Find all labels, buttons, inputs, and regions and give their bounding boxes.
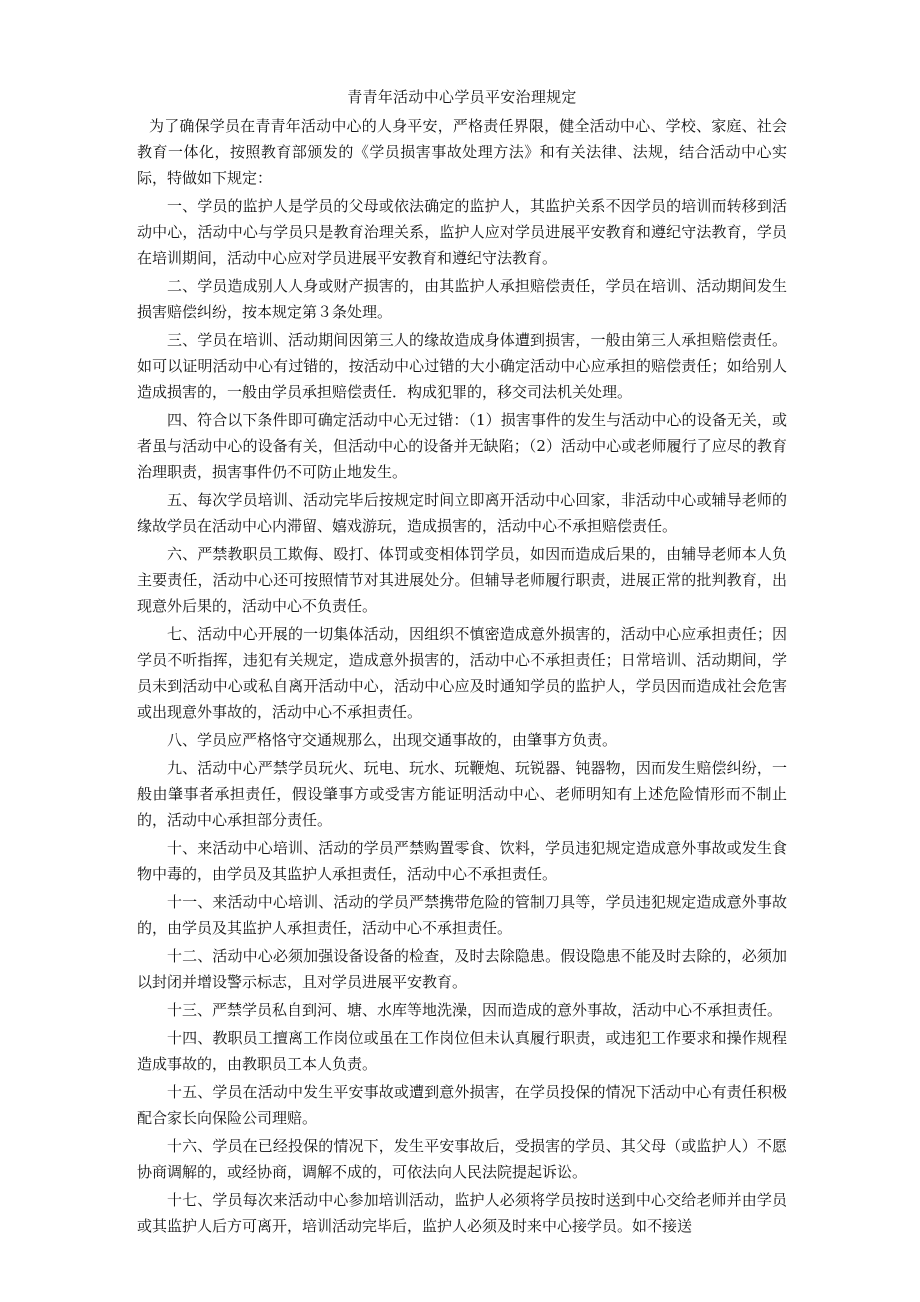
clause-5: 五、每次学员培训、活动完毕后按规定时间立即离开活动中心回家，非活动中心或辅导老师的缘故学员在活动中心内滞留、嬉戏游玩，造成损害的，活动中心不承担赔偿责任。 xyxy=(137,491,787,535)
document-title: 青青年活动中心学员平安治理规定 xyxy=(347,88,577,106)
clause-9: 九、活动中心严禁学员玩火、玩电、玩水、玩鞭炮、玩锐器、钝器物，因而发生赔偿纠纷，一般由肇事者承担责任，假设肇事方或受害方能证明活动中心、老师明知有上述危险情形而不制止的，活动中心承担部分责任。 xyxy=(137,759,787,829)
clause-12: 十二、活动中心必须加强设备设备的检查，及时去除隐患。假设隐患不能及时去除的，必须加以封闭并增设警示标志，且对学员进展平安教育。 xyxy=(137,947,787,991)
clause-7: 七、活动中心开展的一切集体活动，因组织不慎密造成意外损害的，活动中心应承担责任；因学员不听指挥，违犯有关规定，造成意外损害的，活动中心不承担责任；日常培训、活动期间，学员未到活动中心或私自离开活动中心，活动中心应及时通知学员的监护人，学员因而造成社会危害或出现意外事故的，活动中心不承担责任。 xyxy=(137,625,787,721)
document-page xyxy=(137,84,787,1241)
clause-6: 六、严禁教职员工欺侮、殴打、体罚或变相体罚学员，如因而造成后果的，由辅导老师本人负主要责任，活动中心还可按照情节对其进展处分。但辅导老师履行职责，进展正常的批判教育，出现意外后果的，活动中心不负责任。 xyxy=(137,545,787,615)
clause-3: 三、学员在培训、活动期间因第三人的缘故造成身体遭到损害，一般由第三人承担赔偿责任。如可以证明活动中心有过错的，按活动中心过错的大小确定活动中心应承担的赔偿责任；如给别人造成损害的，一般由学员承担赔偿责任．构成犯罪的，移交司法机关处理。 xyxy=(137,331,787,401)
clause-15: 十五、学员在活动中发生平安事故或遭到意外损害，在学员投保的情况下活动中心有责任积极配合家长向保险公司理赔。 xyxy=(137,1083,787,1127)
clause-4: 四、符合以下条件即可确定活动中心无过错：（1）损害事件的发生与活动中心的设备无关，或者虽与活动中心的设备有关，但活动中心的设备并无缺陷；（2）活动中心或老师履行了应尽的教育治理职责，损害事件仍不可防止地发生。 xyxy=(137,411,787,481)
clause-13: 十三、严禁学员私自到河、塘、水库等地洗澡，因而造成的意外事故，活动中心不承担责任。 xyxy=(167,1001,783,1019)
clause-10: 十、来活动中心培训、活动的学员严禁购置零食、饮料，学员违犯规定造成意外事故或发生食物中毒的，由学员及其监护人承担责任，活动中心不承担责任。 xyxy=(137,839,787,883)
clause-1: 一、学员的监护人是学员的父母或依法确定的监护人，其监护关系不因学员的培训而转移到活动中心，活动中心与学员只是教育治理关系，监护人应对学员进展平安教育和遵纪守法教育，学员在培训期间，活动中心应对学员进展平安教育和遵纪守法教育。 xyxy=(137,197,787,267)
clause-2: 二、学员造成别人人身或财产损害的，由其监护人承担赔偿责任，学员在培训、活动期间发生损害赔偿纠纷，按本规定第３条处理。 xyxy=(137,277,787,321)
intro-paragraph: 为了确保学员在青青年活动中心的人身平安，严格责任界限，健全活动中心、学校、家庭、社会教育一体化，按照教育部颁发的《学员损害事故处理方法》和有关法律、法规，结合活动中心实际，特做如下规定： xyxy=(137,117,787,187)
clause-16: 十六、学员在已经投保的情况下，发生平安事故后，受损害的学员、其父母（或监护人）不愿协商调解的，或经协商，调解不成的，可依法向人民法院提起诉讼。 xyxy=(137,1137,787,1181)
clause-17: 十七、学员每次来活动中心参加培训活动，监护人必须将学员按时送到中心交给老师并由学员或其监护人后方可离开，培训活动完毕后，监护人必须及时来中心接学员。如不接送 xyxy=(137,1191,787,1235)
clause-14: 十四、教职员工擅离工作岗位或虽在工作岗位但未认真履行职责，或违犯工作要求和操作规程造成事故的，由教职员工本人负责。 xyxy=(137,1029,787,1073)
clause-8: 八、学员应严格恪守交通规那么，出现交通事故的，由肇事方负责。 xyxy=(167,731,618,749)
clause-11: 十一、来活动中心培训、活动的学员严禁携带危险的管制刀具等，学员违犯规定造成意外事故的，由学员及其监护人承担责任，活动中心不承担责任。 xyxy=(137,893,787,937)
